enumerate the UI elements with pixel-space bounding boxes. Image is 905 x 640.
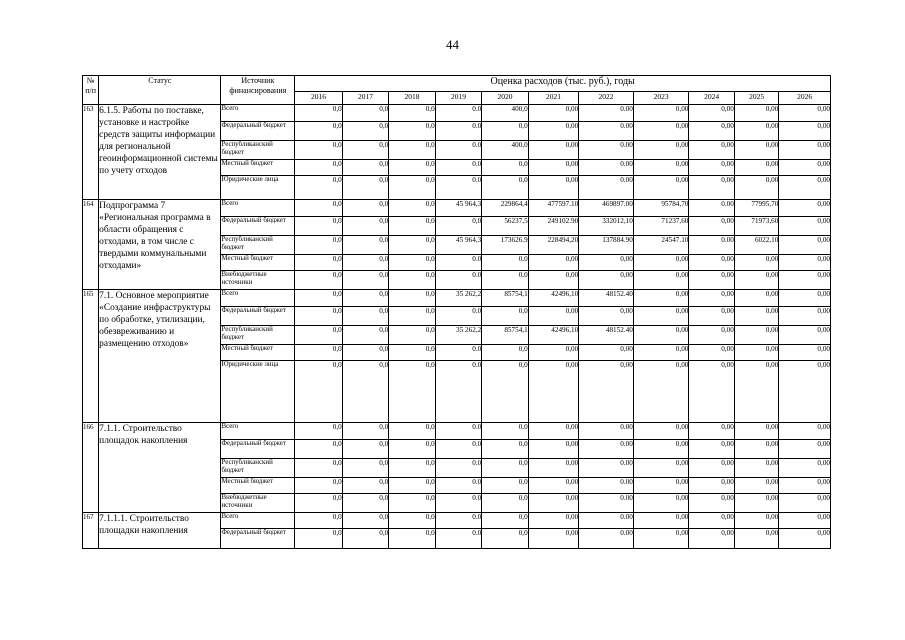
value-cell: 0,0 <box>482 255 528 271</box>
value-cell: 0,0 <box>342 478 388 494</box>
status-cell: Подпрограмма 7 «Региональная программа в области обращения с отходами, в том числе с твердыми коммунальными отходами» <box>99 200 221 290</box>
funding-source-cell: Всего <box>221 200 295 217</box>
header-year: 2020 <box>482 92 528 105</box>
value-cell: 0,00 <box>734 478 778 494</box>
value-cell: 0.0 <box>435 271 481 290</box>
value-cell: 0,0 <box>389 217 435 236</box>
value-cell: 0,0 <box>389 271 435 290</box>
table-body <box>83 105 831 549</box>
value-cell: 249102.90 <box>528 217 579 236</box>
value-cell: 0,0 <box>482 513 528 529</box>
value-cell: 0,00 <box>579 271 634 290</box>
value-cell: 0,0 <box>342 176 388 200</box>
value-cell: 0,0 <box>389 141 435 160</box>
table-row <box>83 423 831 440</box>
value-cell: 469897.00 <box>579 200 634 217</box>
table-row <box>83 105 831 122</box>
value-cell: 0,0 <box>389 122 435 141</box>
value-cell: 0,0 <box>389 307 435 326</box>
value-cell: 0,0 <box>482 478 528 494</box>
value-cell: 0,0 <box>342 271 388 290</box>
value-cell: 0,0 <box>389 345 435 361</box>
funding-source-cell: Федеральный бюджет <box>221 307 295 326</box>
value-cell: 0.00 <box>579 160 634 176</box>
value-cell: 0,00 <box>633 423 689 440</box>
value-cell: 0,00 <box>528 423 579 440</box>
value-cell: 0,00 <box>633 290 689 307</box>
value-cell: 0,00 <box>528 255 579 271</box>
funding-source-cell: Местный бюджет <box>221 478 295 494</box>
value-cell: 0,0 <box>295 290 343 307</box>
value-cell: 0,00 <box>528 478 579 494</box>
value-cell: 0,00 <box>633 141 689 160</box>
value-cell: 0,00 <box>734 271 778 290</box>
value-cell: 0,0 <box>295 478 343 494</box>
value-cell: 48152.40 <box>579 326 634 345</box>
value-cell: 0,0 <box>342 529 388 549</box>
value-cell: 0,0 <box>295 255 343 271</box>
value-cell: 0,00 <box>528 529 579 549</box>
value-cell: 0,00 <box>633 307 689 326</box>
value-cell: 0,0 <box>389 494 435 513</box>
value-cell: 85754,1 <box>482 290 528 307</box>
value-cell: 0,00 <box>779 122 831 141</box>
value-cell: 0,0 <box>295 217 343 236</box>
value-cell: 0,00 <box>734 361 778 423</box>
value-cell: 0.0 <box>435 494 481 513</box>
value-cell: 0,00 <box>633 529 689 549</box>
value-cell: 0,00 <box>734 494 778 513</box>
value-cell: 0,00 <box>689 160 734 176</box>
header-year: 2024 <box>689 92 734 105</box>
funding-source-cell: Республиканский бюджет <box>221 141 295 160</box>
value-cell: 0,0 <box>295 141 343 160</box>
value-cell: 0,00 <box>734 290 778 307</box>
value-cell: 332012,10 <box>579 217 634 236</box>
value-cell: 0,00 <box>689 122 734 141</box>
value-cell: 0,00 <box>579 361 634 423</box>
value-cell: 0.0 <box>435 176 481 200</box>
value-cell: 0,00 <box>528 122 579 141</box>
value-cell: 0.00 <box>579 423 634 440</box>
value-cell: 0,0 <box>342 217 388 236</box>
value-cell: 0,00 <box>689 307 734 326</box>
value-cell: 0.00 <box>579 176 634 200</box>
value-cell: 0,0 <box>389 200 435 217</box>
value-cell: 0,0 <box>342 459 388 478</box>
value-cell: 173626.9 <box>482 236 528 255</box>
value-cell: 0,0 <box>342 105 388 122</box>
value-cell: 0,0 <box>482 345 528 361</box>
value-cell: 0,00 <box>689 513 734 529</box>
row-number: 167 <box>83 513 99 549</box>
value-cell: 0,00 <box>689 141 734 160</box>
header-year: 2018 <box>389 92 435 105</box>
value-cell: 0,00 <box>633 271 689 290</box>
value-cell: 95784,70 <box>633 200 689 217</box>
value-cell: 0,0 <box>295 326 343 345</box>
value-cell: 0,00 <box>633 345 689 361</box>
value-cell: 0,0 <box>389 255 435 271</box>
funding-source-cell: Местный бюджет <box>221 255 295 271</box>
funding-source-cell: Всего <box>221 105 295 122</box>
value-cell: 0,00 <box>633 122 689 141</box>
value-cell: 0,0 <box>482 361 528 423</box>
row-number: 166 <box>83 423 99 513</box>
value-cell: 0,00 <box>779 176 831 200</box>
value-cell: 0,00 <box>528 440 579 459</box>
value-cell: 0,00 <box>779 440 831 459</box>
header-status: Статус <box>99 76 221 105</box>
value-cell: 0,00 <box>779 236 831 255</box>
value-cell: 0,00 <box>734 529 778 549</box>
value-cell: 0,0 <box>389 290 435 307</box>
value-cell: 0,00 <box>779 271 831 290</box>
value-cell: 0,0 <box>342 440 388 459</box>
value-cell: 0,0 <box>295 271 343 290</box>
value-cell: 0,0 <box>389 440 435 459</box>
value-cell: 0,00 <box>633 105 689 122</box>
value-cell: 0,0 <box>482 176 528 200</box>
value-cell: 0,00 <box>779 255 831 271</box>
funding-source-cell: Республиканский бюджет <box>221 326 295 345</box>
value-cell: 0.00 <box>689 236 734 255</box>
value-cell: 0.0 <box>435 141 481 160</box>
value-cell: 0,00 <box>734 176 778 200</box>
value-cell: 0,0 <box>389 326 435 345</box>
value-cell: 0.00 <box>689 200 734 217</box>
value-cell: 0,0 <box>295 529 343 549</box>
value-cell: 0,0 <box>482 423 528 440</box>
funding-source-cell: Федеральный бюджет <box>221 440 295 459</box>
value-cell: 0,00 <box>779 478 831 494</box>
value-cell: 0,00 <box>689 478 734 494</box>
value-cell: 0.0 <box>435 105 481 122</box>
value-cell: 0,0 <box>389 105 435 122</box>
funding-source-cell: Республиканский бюджет <box>221 459 295 478</box>
value-cell: 0,00 <box>528 513 579 529</box>
value-cell: 0,0 <box>342 236 388 255</box>
value-cell: 0,00 <box>689 217 734 236</box>
value-cell: 0,00 <box>633 361 689 423</box>
value-cell: 0,00 <box>689 494 734 513</box>
table-row <box>83 513 831 529</box>
value-cell: 0,00 <box>689 176 734 200</box>
value-cell: 6022,10 <box>734 236 778 255</box>
value-cell: 0.0 <box>435 478 481 494</box>
value-cell: 0,0 <box>342 345 388 361</box>
value-cell: 0,00 <box>734 105 778 122</box>
value-cell: 0.00 <box>579 494 634 513</box>
value-cell: 0,00 <box>689 105 734 122</box>
value-cell: 477597.10 <box>528 200 579 217</box>
value-cell: 0,00 <box>633 513 689 529</box>
value-cell: 0,0 <box>295 513 343 529</box>
value-cell: 0,0 <box>295 122 343 141</box>
value-cell: 0,00 <box>689 290 734 307</box>
header-year: 2017 <box>342 92 388 105</box>
value-cell: 0,00 <box>779 494 831 513</box>
value-cell: 0,00 <box>528 271 579 290</box>
value-cell: 0,00 <box>779 105 831 122</box>
value-cell: 0,0 <box>389 529 435 549</box>
value-cell: 0,0 <box>342 290 388 307</box>
value-cell: 0,00 <box>734 141 778 160</box>
header-num: № п/п <box>83 76 99 105</box>
value-cell: 0,0 <box>342 141 388 160</box>
header-year: 2023 <box>633 92 689 105</box>
value-cell: 0.00 <box>579 513 634 529</box>
funding-source-cell: Всего <box>221 290 295 307</box>
header-estimate: Оценка расходов (тыс. руб.), годы <box>295 76 831 92</box>
funding-source-cell: Федеральный бюджет <box>221 217 295 236</box>
header-year: 2025 <box>734 92 778 105</box>
funding-source-cell: Внебюджетные источники <box>221 494 295 513</box>
value-cell: 0,0 <box>389 160 435 176</box>
funding-source-cell: Внебюджетные источники <box>221 271 295 290</box>
value-cell: 0,0 <box>342 255 388 271</box>
value-cell: 0,0 <box>389 423 435 440</box>
value-cell: 0.00 <box>579 122 634 141</box>
value-cell: 0,00 <box>779 345 831 361</box>
value-cell: 228494,20 <box>528 236 579 255</box>
value-cell: 71237,60 <box>633 217 689 236</box>
value-cell: 0.0 <box>435 361 481 423</box>
value-cell: 0,0 <box>295 200 343 217</box>
value-cell: 0,00 <box>689 440 734 459</box>
value-cell: 0,0 <box>389 478 435 494</box>
value-cell: 0.0 <box>435 345 481 361</box>
value-cell: 0,0 <box>389 176 435 200</box>
funding-source-cell: Всего <box>221 423 295 440</box>
value-cell: 0,00 <box>779 459 831 478</box>
expenditure-table <box>82 75 831 549</box>
value-cell: 0.0 <box>435 513 481 529</box>
value-cell: 0,0 <box>482 122 528 141</box>
value-cell: 0,00 <box>689 423 734 440</box>
header-year: 2016 <box>295 92 343 105</box>
value-cell: 0,00 <box>689 255 734 271</box>
value-cell: 0,00 <box>779 326 831 345</box>
value-cell: 56237,5 <box>482 217 528 236</box>
value-cell: 0,00 <box>734 345 778 361</box>
value-cell: 0,00 <box>779 513 831 529</box>
value-cell: 0,00 <box>689 271 734 290</box>
row-number: 164 <box>83 200 99 290</box>
page-number: 44 <box>446 37 459 52</box>
value-cell: 0.0 <box>435 160 481 176</box>
value-cell: 0,00 <box>633 494 689 513</box>
value-cell: 0,00 <box>689 459 734 478</box>
header-year: 2022 <box>579 92 634 105</box>
status-cell: 7.1.1.1. Строительство площадки накопления <box>99 513 221 549</box>
value-cell: 0.0 <box>435 307 481 326</box>
value-cell: 0.0 <box>435 423 481 440</box>
value-cell: 0,00 <box>779 529 831 549</box>
value-cell: 0,00 <box>779 290 831 307</box>
value-cell: 0,0 <box>389 459 435 478</box>
value-cell: 0,0 <box>342 122 388 141</box>
value-cell: 0,0 <box>482 494 528 513</box>
table-row <box>83 290 831 307</box>
status-cell: 6.1.5. Работы по поставке, установке и настройке средств защиты информации для региональной геоинформационной системы по учету отходов <box>99 105 221 200</box>
value-cell: 0,00 <box>689 345 734 361</box>
value-cell: 0,00 <box>528 459 579 478</box>
value-cell: 0,0 <box>482 160 528 176</box>
value-cell: 0,00 <box>528 176 579 200</box>
value-cell: 0.0 <box>435 529 481 549</box>
value-cell: 0,0 <box>295 160 343 176</box>
value-cell: 0,0 <box>482 529 528 549</box>
value-cell: 0,00 <box>779 307 831 326</box>
value-cell: 0,00 <box>779 200 831 217</box>
value-cell: 0,00 <box>734 307 778 326</box>
value-cell: 0,00 <box>528 307 579 326</box>
value-cell: 0,00 <box>689 361 734 423</box>
value-cell: 0,00 <box>779 160 831 176</box>
value-cell: 0.00 <box>579 141 634 160</box>
value-cell: 0,00 <box>579 255 634 271</box>
value-cell: 0.00 <box>579 459 634 478</box>
value-cell: 0,0 <box>389 513 435 529</box>
value-cell: 0,00 <box>734 423 778 440</box>
value-cell: 0,00 <box>779 423 831 440</box>
header-year: 2021 <box>528 92 579 105</box>
row-number: 163 <box>83 105 99 200</box>
value-cell: 0,0 <box>435 217 481 236</box>
value-cell: 0,00 <box>633 478 689 494</box>
value-cell: 0.0 <box>435 440 481 459</box>
table-row <box>83 200 831 217</box>
status-cell: 7.1. Основное мероприятие «Создание инфраструктуры по обработке, утилизации, обезвреживанию и размещению отходов» <box>99 290 221 423</box>
value-cell: 0,00 <box>689 326 734 345</box>
value-cell: 0.00 <box>579 105 634 122</box>
value-cell: 0,00 <box>633 459 689 478</box>
value-cell: 0,0 <box>295 494 343 513</box>
row-number: 165 <box>83 290 99 423</box>
value-cell: 0,0 <box>342 423 388 440</box>
value-cell: 0,00 <box>528 361 579 423</box>
value-cell: 229864,4 <box>482 200 528 217</box>
value-cell: 85754,1 <box>482 326 528 345</box>
value-cell: 0,0 <box>295 307 343 326</box>
value-cell: 0,0 <box>295 361 343 423</box>
value-cell: 0,00 <box>579 307 634 326</box>
value-cell: 0,0 <box>482 440 528 459</box>
value-cell: 0,00 <box>633 440 689 459</box>
value-cell: 45 964,3 <box>435 236 481 255</box>
value-cell: 0,0 <box>342 200 388 217</box>
value-cell: 0,0 <box>295 105 343 122</box>
value-cell: 0.00 <box>579 529 634 549</box>
status-cell: 7.1.1. Строительство площадок накопления <box>99 423 221 513</box>
value-cell: 0,00 <box>528 105 579 122</box>
value-cell: 0,0 <box>482 271 528 290</box>
value-cell: 24547.10 <box>633 236 689 255</box>
value-cell: 0,00 <box>734 440 778 459</box>
value-cell: 0,0 <box>295 236 343 255</box>
value-cell: 0,00 <box>633 176 689 200</box>
funding-source-cell: Местный бюджет <box>221 160 295 176</box>
value-cell: 0,00 <box>734 160 778 176</box>
value-cell: 0,0 <box>389 236 435 255</box>
value-cell: 77995,70 <box>734 200 778 217</box>
value-cell: 0,00 <box>734 326 778 345</box>
value-cell: 0,00 <box>689 529 734 549</box>
value-cell: 0,0 <box>482 307 528 326</box>
value-cell: 0,00 <box>633 160 689 176</box>
value-cell: 0,00 <box>579 345 634 361</box>
value-cell: 0,0 <box>389 361 435 423</box>
value-cell: 0.0 <box>435 122 481 141</box>
value-cell: 0,00 <box>633 326 689 345</box>
value-cell: 0,0 <box>295 176 343 200</box>
value-cell: 35 262,2 <box>435 326 481 345</box>
value-cell: 0,00 <box>528 494 579 513</box>
value-cell: 0,0 <box>295 423 343 440</box>
value-cell: 0,00 <box>734 255 778 271</box>
header-year: 2026 <box>779 92 831 105</box>
funding-source-cell: Федеральный бюджет <box>221 122 295 141</box>
value-cell: 0,00 <box>734 122 778 141</box>
value-cell: 0,0 <box>342 307 388 326</box>
value-cell: 0,00 <box>528 160 579 176</box>
value-cell: 42496,10 <box>528 290 579 307</box>
value-cell: 0,0 <box>295 459 343 478</box>
value-cell: 0,0 <box>342 494 388 513</box>
value-cell: 0.00 <box>579 440 634 459</box>
value-cell: 137884.90 <box>579 236 634 255</box>
value-cell: 71973,60 <box>734 217 778 236</box>
value-cell: 0.0 <box>435 459 481 478</box>
value-cell: 0,00 <box>779 361 831 423</box>
value-cell: 400,0 <box>482 105 528 122</box>
funding-source-cell: Всего <box>221 513 295 529</box>
value-cell: 0,0 <box>295 345 343 361</box>
value-cell: 0,00 <box>734 513 778 529</box>
header-year: 2019 <box>435 92 481 105</box>
value-cell: 0,0 <box>295 440 343 459</box>
value-cell: 0,00 <box>734 459 778 478</box>
value-cell: 400,0 <box>482 141 528 160</box>
value-cell: 35 262,2 <box>435 290 481 307</box>
value-cell: 0,00 <box>779 217 831 236</box>
value-cell: 0,0 <box>342 160 388 176</box>
value-cell: 0.0 <box>435 255 481 271</box>
funding-source-cell: Республиканский бюджет <box>221 236 295 255</box>
value-cell: 0,00 <box>779 141 831 160</box>
value-cell: 0,00 <box>633 255 689 271</box>
value-cell: 0,0 <box>342 326 388 345</box>
value-cell: 0,0 <box>342 513 388 529</box>
value-cell: 42496,10 <box>528 326 579 345</box>
value-cell: 48152.40 <box>579 290 634 307</box>
funding-source-cell: Федеральный бюджет <box>221 529 295 549</box>
value-cell: 0,00 <box>528 345 579 361</box>
value-cell: 0,00 <box>528 141 579 160</box>
funding-source-cell: Местный бюджет <box>221 345 295 361</box>
header-source: Источник финансирования <box>221 76 295 105</box>
value-cell: 0.00 <box>579 478 634 494</box>
funding-source-cell: Юридические лица <box>221 361 295 423</box>
funding-source-cell: Юридические лица <box>221 176 295 200</box>
value-cell: 45 964,3 <box>435 200 481 217</box>
value-cell: 0,0 <box>342 361 388 423</box>
value-cell: 0,0 <box>482 459 528 478</box>
